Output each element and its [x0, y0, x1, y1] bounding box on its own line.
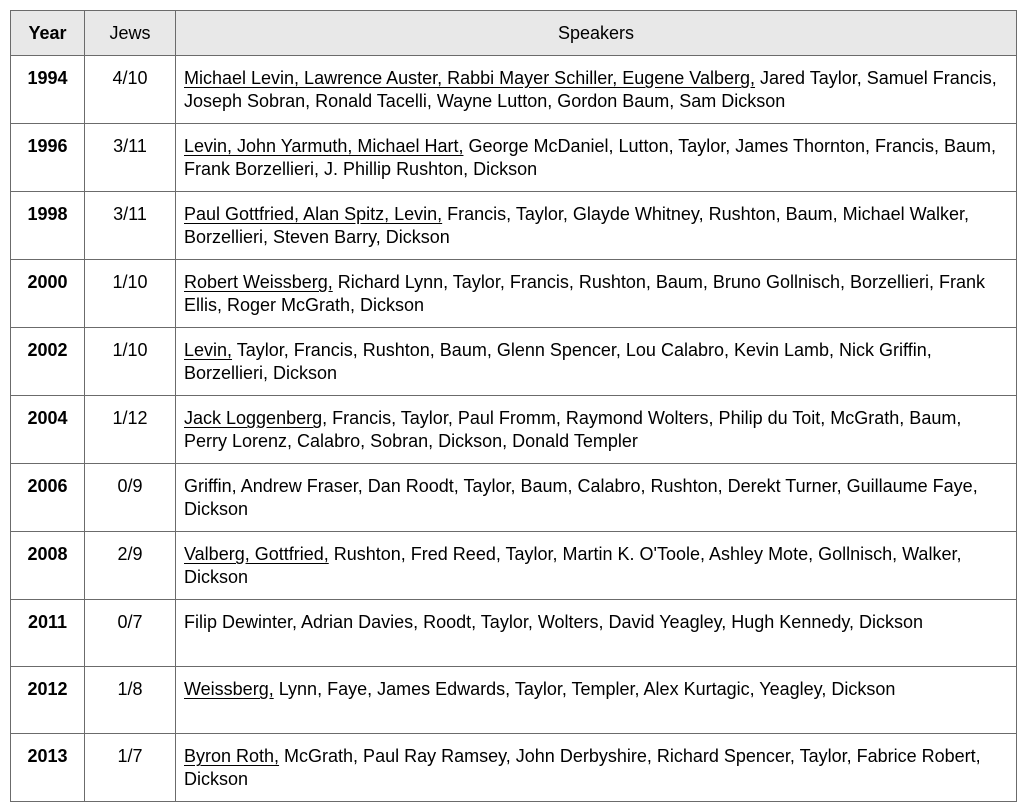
jews-count-cell: 1/12 — [85, 396, 176, 464]
table-row — [11, 192, 1017, 260]
jews-count-cell: 0/9 — [85, 464, 176, 532]
year-cell: 2011 — [11, 600, 85, 667]
jewish-speakers: Weissberg, — [184, 679, 274, 699]
jews-count-cell: 1/10 — [85, 328, 176, 396]
jewish-speakers: Byron Roth, — [184, 746, 280, 766]
table-row — [11, 124, 1017, 192]
year-cell: 2012 — [11, 667, 85, 734]
table-row — [11, 328, 1017, 396]
speakers-cell — [176, 667, 1017, 734]
jews-count-cell: 1/8 — [85, 667, 176, 734]
other-speakers: , Francis, Taylor, Paul Fromm, Raymond Wolters, Philip du Toit, McGrath, Baum, Perry Lorenz, Calabro, Sobran, Dickson, Donald Templer — [184, 408, 962, 451]
table-row — [11, 734, 1017, 802]
other-speakers: Taylor, Francis, Rushton, Baum, Glenn Spencer, Lou Calabro, Kevin Lamb, Nick Griffin, Borzellieri, Dickson — [184, 340, 932, 383]
other-speakers: Lynn, Faye, James Edwards, Taylor, Templer, Alex Kurtagic, Yeagley, Dickson — [273, 679, 896, 699]
jews-count-cell: 0/7 — [85, 600, 176, 667]
table-row — [11, 667, 1017, 734]
other-speakers: Richard Lynn, Taylor, Francis, Rushton, Baum, Bruno Gollnisch, Borzellieri, Frank Ellis, Roger McGrath, Dickson — [184, 272, 986, 315]
jewish-speakers: Valberg, Gottfried, — [184, 544, 329, 564]
year-cell: 2006 — [11, 464, 85, 532]
speakers-cell — [176, 328, 1017, 396]
other-speakers: Francis, Taylor, Glayde Whitney, Rushton, Baum, Michael Walker, Borzellieri, Steven Barry, Dickson — [184, 204, 970, 247]
other-speakers: Griffin, Andrew Fraser, Dan Roodt, Taylor, Baum, Calabro, Rushton, Derekt Turner, Guillaume Faye, Dickson — [184, 476, 978, 519]
jews-header: Jews — [85, 11, 176, 56]
jewish-speakers: Paul Gottfried, Alan Spitz, Levin, — [184, 204, 443, 224]
jewish-speakers: Jack Loggenberg — [184, 408, 323, 428]
jews-count-cell: 4/10 — [85, 56, 176, 124]
jews-count-cell: 2/9 — [85, 532, 176, 600]
table-body — [11, 56, 1017, 802]
year-cell: 1996 — [11, 124, 85, 192]
year-cell: 1994 — [11, 56, 85, 124]
table-row — [11, 600, 1017, 667]
speakers-cell — [176, 532, 1017, 600]
table-row — [11, 56, 1017, 124]
year-cell: 2013 — [11, 734, 85, 802]
speakers-cell — [176, 734, 1017, 802]
jewish-speakers: Michael Levin, Lawrence Auster, Rabbi Mayer Schiller, Eugene Valberg, — [184, 68, 755, 88]
jews-count-cell: 1/10 — [85, 260, 176, 328]
table-row — [11, 260, 1017, 328]
speakers-cell — [176, 260, 1017, 328]
speakers-cell — [176, 192, 1017, 260]
other-speakers: Jared Taylor, Samuel Francis, Joseph Sobran, Ronald Tacelli, Wayne Lutton, Gordon Baum, Sam Dickson — [184, 68, 997, 111]
speakers-cell — [176, 124, 1017, 192]
table-row — [11, 532, 1017, 600]
other-speakers: Filip Dewinter, Adrian Davies, Roodt, Taylor, Wolters, David Yeagley, Hugh Kennedy, Dickson — [184, 612, 924, 632]
year-cell: 2008 — [11, 532, 85, 600]
jewish-speakers: Levin, John Yarmuth, Michael Hart, — [184, 136, 464, 156]
speakers-cell — [176, 600, 1017, 667]
other-speakers: McGrath, Paul Ray Ramsey, John Derbyshire, Richard Spencer, Taylor, Fabrice Robert, Dickson — [184, 746, 981, 789]
speakers-cell — [176, 396, 1017, 464]
year-cell: 1998 — [11, 192, 85, 260]
jewish-speakers: Robert Weissberg, — [184, 272, 333, 292]
speakers-cell — [176, 464, 1017, 532]
jews-count-cell: 3/11 — [85, 124, 176, 192]
other-speakers: George McDaniel, Lutton, Taylor, James Thornton, Francis, Baum, Frank Borzellieri, J. Phillip Rushton, Dickson — [184, 136, 997, 179]
speakers-header: Speakers — [176, 11, 1017, 56]
jews-count-cell: 1/7 — [85, 734, 176, 802]
table-row — [11, 396, 1017, 464]
year-cell: 2002 — [11, 328, 85, 396]
speakers-cell — [176, 56, 1017, 124]
speakers-table — [10, 10, 1017, 802]
year-header: Year — [11, 11, 85, 56]
year-cell: 2004 — [11, 396, 85, 464]
year-cell: 2000 — [11, 260, 85, 328]
jewish-speakers: Levin, — [184, 340, 233, 360]
jews-count-cell: 3/11 — [85, 192, 176, 260]
other-speakers: Rushton, Fred Reed, Taylor, Martin K. O'Toole, Ashley Mote, Gollnisch, Walker, Dickson — [184, 544, 962, 587]
header-row — [11, 11, 1017, 56]
table-row — [11, 464, 1017, 532]
